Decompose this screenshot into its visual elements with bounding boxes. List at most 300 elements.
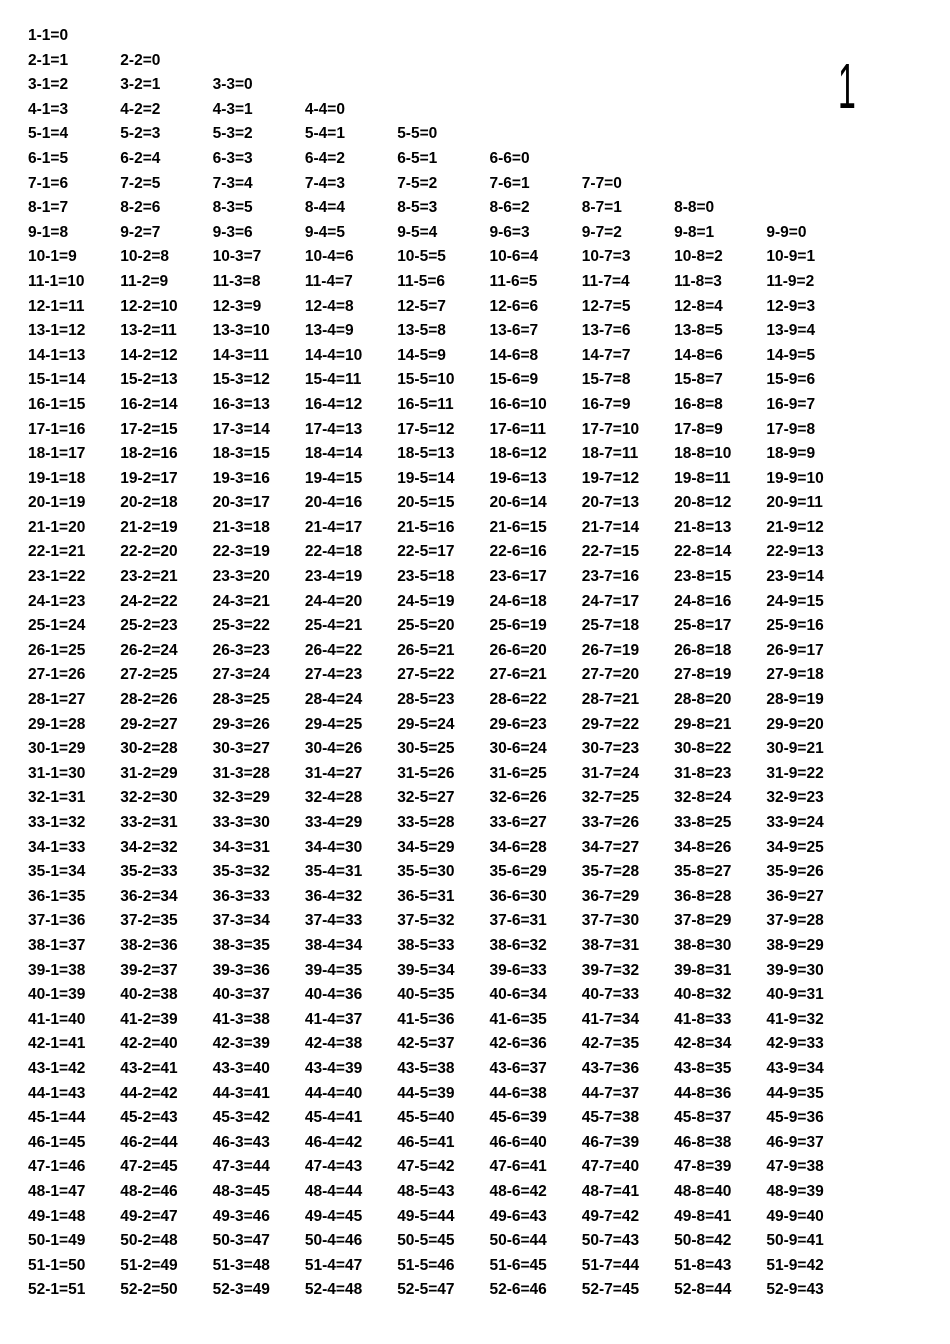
- equation-cell: 35-9=26: [766, 863, 824, 881]
- table-row: [28, 983, 859, 1008]
- equation-cell: 38-9=29: [766, 936, 824, 954]
- equation-cell: 6-3=3: [212, 149, 253, 167]
- equation-cell: 29-8=21: [674, 715, 732, 733]
- equation-cell: 19-4=15: [304, 469, 363, 487]
- table-row: [28, 172, 859, 197]
- equation-cell: 18-3=15: [212, 445, 270, 463]
- equation-cell: 22-4=18: [304, 543, 363, 561]
- equation-cell: 51-8=43: [674, 1256, 732, 1274]
- equation-cell: 25-4=21: [304, 617, 363, 635]
- equation-cell: 23-2=21: [120, 568, 178, 586]
- equation-cell: 46-4=42: [304, 1133, 363, 1151]
- table-row: [28, 663, 859, 688]
- equation-cell: 9-6=3: [489, 223, 530, 241]
- equation-cell: 31-8=23: [674, 764, 732, 782]
- equation-cell: 14-7=7: [581, 346, 631, 364]
- equation-cell: 38-2=36: [120, 936, 178, 954]
- equation-cell: 19-3=16: [212, 469, 270, 487]
- equation-cell: 17-3=14: [212, 420, 270, 438]
- equation-cell: 22-6=16: [489, 543, 547, 561]
- table-row: [28, 590, 859, 615]
- equation-cell: 45-8=37: [674, 1109, 732, 1127]
- equation-cell: 30-7=23: [581, 740, 640, 758]
- equation-cell: 29-3=26: [212, 715, 270, 733]
- equation-cell: 21-5=16: [397, 518, 455, 536]
- equation-cell: 16-3=13: [212, 395, 270, 413]
- equation-cell: 35-8=27: [674, 863, 732, 881]
- table-row: [28, 1131, 859, 1156]
- equation-cell: 13-9=4: [766, 322, 816, 340]
- equation-cell: 13-3=10: [212, 322, 270, 340]
- equation-cell: 15-7=8: [581, 371, 631, 389]
- equation-cell: 45-6=39: [489, 1109, 547, 1127]
- equation-cell: 11-8=3: [674, 272, 722, 290]
- equation-cell: 49-4=45: [304, 1207, 363, 1225]
- equation-cell: 16-7=9: [581, 395, 631, 413]
- equation-cell: 46-7=39: [581, 1133, 640, 1151]
- table-row: [28, 344, 859, 369]
- equation-cell: 41-9=32: [766, 1010, 824, 1028]
- equation-cell: 9-5=4: [397, 223, 438, 241]
- equation-cell: 10-1=9: [28, 248, 77, 266]
- equation-cell: 25-2=23: [120, 617, 178, 635]
- equation-cell: 6-4=2: [304, 149, 345, 167]
- equation-cell: 41-8=33: [674, 1010, 732, 1028]
- equation-cell: 11-4=7: [304, 272, 353, 290]
- equation-cell: 24-7=17: [581, 592, 640, 610]
- equation-cell: 43-6=37: [489, 1059, 547, 1077]
- equation-cell: 18-5=13: [397, 445, 455, 463]
- equation-cell: 43-8=35: [674, 1059, 732, 1077]
- equation-cell: 26-8=18: [674, 641, 732, 659]
- equation-cell: 33-9=24: [766, 814, 824, 831]
- equation-cell: 47-4=43: [304, 1158, 363, 1176]
- equation-cell: 17-5=12: [397, 420, 455, 438]
- equation-cell: 5-2=3: [120, 125, 161, 143]
- equation-cell: 13-1=12: [28, 322, 86, 340]
- table-row: [28, 1254, 859, 1279]
- equation-cell: 52-8=44: [674, 1281, 732, 1299]
- table-row: [28, 270, 859, 295]
- equation-cell: 31-7=24: [581, 764, 640, 782]
- equation-cell: 48-2=46: [120, 1182, 178, 1200]
- equation-cell: 26-2=24: [120, 641, 178, 659]
- equation-cell: 43-3=40: [212, 1059, 270, 1077]
- equation-cell: 22-7=15: [581, 543, 640, 561]
- equation-cell: 48-3=45: [212, 1182, 270, 1200]
- equation-cell: 35-1=34: [28, 863, 86, 881]
- equation-cell: 24-9=15: [766, 592, 824, 610]
- equation-cell: 7-1=6: [28, 174, 69, 192]
- equation-cell: 49-6=43: [489, 1207, 547, 1225]
- equation-cell: 15-4=11: [304, 371, 362, 389]
- equation-cell: 39-9=30: [766, 961, 824, 979]
- equation-cell: 47-9=38: [766, 1158, 824, 1176]
- equation-cell: 46-1=45: [28, 1133, 86, 1151]
- equation-cell: 30-3=27: [212, 740, 270, 758]
- equation-cell: 24-2=22: [120, 592, 178, 610]
- equation-cell: 32-5=27: [397, 789, 455, 807]
- equation-cell: 10-3=7: [212, 248, 262, 266]
- equation-cell: 42-5=37: [397, 1035, 455, 1053]
- equation-cell: 41-1=40: [28, 1010, 86, 1028]
- equation-cell: 24-5=19: [397, 592, 455, 610]
- table-row: [28, 49, 859, 74]
- equation-cell: 5-3=2: [212, 125, 253, 143]
- equation-cell: 33-3=30: [212, 814, 270, 831]
- equation-cell: 44-1=43: [28, 1084, 86, 1102]
- equation-cell: 12-6=6: [489, 297, 539, 315]
- equation-cell: 6-5=1: [397, 149, 438, 167]
- equation-cell: 26-4=22: [304, 641, 363, 659]
- equation-cell: 47-2=45: [120, 1158, 178, 1176]
- equation-cell: 37-1=36: [28, 912, 86, 930]
- equation-cell: 32-6=26: [489, 789, 547, 807]
- equation-cell: 52-2=50: [120, 1281, 178, 1299]
- equation-cell: 10-7=3: [581, 248, 631, 266]
- equation-cell: 15-5=10: [397, 371, 455, 389]
- equation-cell: 36-5=31: [397, 887, 455, 905]
- equation-cell: 49-7=42: [581, 1207, 640, 1225]
- equation-cell: 30-8=22: [674, 740, 732, 758]
- table-row: [28, 393, 859, 418]
- equation-cell: 20-7=13: [581, 494, 640, 512]
- table-row: [28, 491, 859, 516]
- equation-cell: 33-5=28: [397, 814, 455, 831]
- equation-cell: 40-9=31: [766, 986, 824, 1004]
- table-row: [28, 98, 859, 123]
- equation-cell: 48-5=43: [397, 1182, 455, 1200]
- equation-cell: 19-5=14: [397, 469, 455, 487]
- equation-cell: 12-1=11: [28, 297, 85, 315]
- equation-cell: 35-2=33: [120, 863, 178, 881]
- equation-cell: 22-1=21: [28, 543, 86, 561]
- equation-cell: 44-5=39: [397, 1084, 455, 1102]
- table-row: [28, 909, 859, 934]
- equation-cell: 45-5=40: [397, 1109, 455, 1127]
- equation-cell: 13-6=7: [489, 322, 539, 340]
- equation-cell: 46-9=37: [766, 1133, 824, 1151]
- table-row: [28, 24, 859, 49]
- equation-cell: 20-2=18: [120, 494, 178, 512]
- equation-cell: 26-9=17: [766, 641, 824, 659]
- equation-cell: 29-7=22: [581, 715, 640, 733]
- table-row: [28, 540, 859, 565]
- equation-cell: 21-3=18: [212, 518, 270, 536]
- equation-cell: 32-9=23: [766, 789, 824, 807]
- equation-cell: 37-4=33: [304, 912, 363, 930]
- equation-cell: 52-1=51: [28, 1281, 86, 1299]
- equation-cell: 25-1=24: [28, 617, 86, 635]
- table-row: [28, 737, 859, 762]
- equation-cell: 40-5=35: [397, 986, 455, 1004]
- equation-cell: 31-2=29: [120, 764, 178, 782]
- equation-cell: 24-8=16: [674, 592, 732, 610]
- equation-cell: 51-4=47: [304, 1256, 363, 1274]
- equation-cell: 14-9=5: [766, 346, 816, 364]
- equation-cell: 15-9=6: [766, 371, 816, 389]
- table-row: [28, 442, 859, 467]
- equation-cell: 43-9=34: [766, 1059, 824, 1077]
- equation-cell: 10-9=1: [766, 248, 816, 266]
- equation-cell: 32-8=24: [674, 789, 732, 807]
- table-row: [28, 934, 859, 959]
- table-row: [28, 122, 859, 147]
- equation-cell: 38-6=32: [489, 936, 547, 954]
- equation-cell: 38-5=33: [397, 936, 455, 954]
- equation-cell: 36-2=34: [120, 887, 178, 905]
- equation-cell: 30-1=29: [28, 740, 86, 758]
- equation-cell: 42-4=38: [304, 1035, 363, 1053]
- equation-cell: 13-4=9: [304, 322, 354, 340]
- equation-cell: 12-3=9: [212, 297, 262, 315]
- equation-cell: 14-3=11: [212, 346, 270, 364]
- equation-cell: 37-6=31: [489, 912, 547, 930]
- equation-cell: 50-3=47: [212, 1232, 270, 1250]
- equation-cell: 51-5=46: [397, 1256, 455, 1274]
- equation-cell: 17-6=11: [489, 420, 546, 438]
- equation-cell: 16-1=15: [28, 395, 86, 413]
- equation-cell: 29-4=25: [304, 715, 363, 733]
- equation-cell: 50-9=41: [766, 1232, 824, 1250]
- equation-cell: 16-8=8: [674, 395, 723, 413]
- equation-cell: 6-6=0: [489, 149, 530, 167]
- equation-cell: 12-5=7: [397, 297, 446, 315]
- equation-cell: 29-9=20: [766, 715, 824, 733]
- equation-cell: 18-4=14: [304, 445, 363, 463]
- equation-cell: 7-2=5: [120, 174, 161, 192]
- equation-cell: 22-5=17: [397, 543, 455, 561]
- equation-cell: 35-3=32: [212, 863, 270, 881]
- equation-cell: 37-3=34: [212, 912, 270, 930]
- equation-cell: 18-2=16: [120, 445, 178, 463]
- equation-cell: 28-6=22: [489, 691, 547, 709]
- equation-cell: 8-5=3: [397, 199, 438, 217]
- table-row: [28, 639, 859, 664]
- equation-cell: 4-4=0: [304, 100, 345, 118]
- equation-cell: 28-3=25: [212, 691, 270, 709]
- subtraction-table: [28, 24, 859, 1303]
- equation-cell: 12-7=5: [581, 297, 631, 315]
- equation-cell: 33-4=29: [304, 814, 363, 831]
- equation-cell: 45-9=36: [766, 1109, 824, 1127]
- equation-cell: 12-9=3: [766, 297, 816, 315]
- equation-cell: 41-3=38: [212, 1010, 270, 1028]
- table-row: [28, 516, 859, 541]
- equation-cell: 8-8=0: [674, 199, 715, 217]
- equation-cell: 34-2=32: [120, 838, 178, 856]
- equation-cell: 41-5=36: [397, 1010, 455, 1028]
- equation-cell: 26-6=20: [489, 641, 547, 659]
- equation-cell: 33-2=31: [120, 814, 178, 831]
- equation-cell: 22-2=20: [120, 543, 178, 561]
- equation-cell: 28-7=21: [581, 691, 640, 709]
- equation-cell: 15-2=13: [120, 371, 178, 389]
- equation-cell: 34-8=26: [674, 838, 732, 856]
- equation-cell: 12-4=8: [304, 297, 354, 315]
- table-row: [28, 1008, 859, 1033]
- equation-cell: 25-3=22: [212, 617, 270, 635]
- equation-cell: 18-6=12: [489, 445, 547, 463]
- equation-cell: 28-5=23: [397, 691, 455, 709]
- table-row: [28, 762, 859, 787]
- equation-cell: 50-2=48: [120, 1232, 178, 1250]
- equation-cell: 44-7=37: [581, 1084, 640, 1102]
- equation-cell: 9-3=6: [212, 223, 253, 241]
- equation-cell: 49-3=46: [212, 1207, 270, 1225]
- equation-cell: 23-4=19: [304, 568, 363, 586]
- equation-cell: 38-4=34: [304, 936, 363, 954]
- table-row: [28, 688, 859, 713]
- equation-cell: 45-4=41: [304, 1109, 363, 1127]
- equation-cell: 33-1=32: [28, 814, 86, 831]
- equation-cell: 21-7=14: [581, 518, 640, 536]
- equation-cell: 19-6=13: [489, 469, 547, 487]
- equation-cell: 8-2=6: [120, 199, 161, 217]
- equation-cell: 2-2=0: [120, 51, 161, 69]
- equation-cell: 40-7=33: [581, 986, 640, 1004]
- equation-cell: 15-8=7: [674, 371, 723, 389]
- table-row: [28, 1205, 859, 1230]
- equation-cell: 30-4=26: [304, 740, 363, 758]
- equation-cell: 36-6=30: [489, 887, 547, 905]
- equation-cell: 8-6=2: [489, 199, 530, 217]
- equation-cell: 25-5=20: [397, 617, 455, 635]
- equation-cell: 34-4=30: [304, 838, 363, 856]
- equation-cell: 17-8=9: [674, 420, 723, 438]
- equation-cell: 10-6=4: [489, 248, 539, 266]
- table-row: [28, 811, 859, 836]
- equation-cell: 23-6=17: [489, 568, 547, 586]
- equation-cell: 26-5=21: [397, 641, 455, 659]
- equation-cell: 20-8=12: [674, 494, 732, 512]
- equation-cell: 52-6=46: [489, 1281, 547, 1299]
- equation-cell: 32-1=31: [28, 789, 86, 807]
- equation-cell: 49-5=44: [397, 1207, 455, 1225]
- equation-cell: 42-8=34: [674, 1035, 732, 1053]
- equation-cell: 36-7=29: [581, 887, 640, 905]
- equation-cell: 28-1=27: [28, 691, 86, 709]
- equation-cell: 25-7=18: [581, 617, 640, 635]
- equation-cell: 5-4=1: [304, 125, 345, 143]
- equation-cell: 48-6=42: [489, 1182, 547, 1200]
- equation-cell: 34-6=28: [489, 838, 547, 856]
- equation-cell: 20-9=11: [766, 494, 823, 512]
- equation-cell: 48-7=41: [581, 1182, 640, 1200]
- equation-cell: 43-7=36: [581, 1059, 640, 1077]
- table-row: [28, 147, 859, 172]
- table-row: [28, 1180, 859, 1205]
- equation-cell: 5-5=0: [397, 125, 438, 143]
- equation-cell: 24-3=21: [212, 592, 270, 610]
- equation-cell: 28-4=24: [304, 691, 363, 709]
- equation-cell: 35-7=28: [581, 863, 640, 881]
- equation-cell: 5-1=4: [28, 125, 69, 143]
- equation-cell: 51-3=48: [212, 1256, 270, 1274]
- equation-cell: 43-5=38: [397, 1059, 455, 1077]
- equation-cell: 17-4=13: [304, 420, 363, 438]
- equation-cell: 39-6=33: [489, 961, 547, 979]
- equation-cell: 42-6=36: [489, 1035, 547, 1053]
- equation-cell: 7-6=1: [489, 174, 530, 192]
- equation-cell: 28-8=20: [674, 691, 732, 709]
- equation-cell: 41-6=35: [489, 1010, 547, 1028]
- equation-cell: 34-7=27: [581, 838, 640, 856]
- equation-cell: 21-6=15: [489, 518, 547, 536]
- table-row: [28, 1155, 859, 1180]
- equation-cell: 50-4=46: [304, 1232, 363, 1250]
- equation-cell: 37-9=28: [766, 912, 824, 930]
- equation-cell: 27-4=23: [304, 666, 363, 684]
- equation-cell: 20-3=17: [212, 494, 270, 512]
- equation-cell: 23-8=15: [674, 568, 732, 586]
- equation-cell: 8-1=7: [28, 199, 69, 217]
- equation-cell: 39-5=34: [397, 961, 455, 979]
- table-row: [28, 221, 859, 246]
- equation-cell: 38-1=37: [28, 936, 86, 954]
- equation-cell: 15-6=9: [489, 371, 539, 389]
- equation-cell: 11-1=10: [28, 272, 85, 290]
- table-row: [28, 319, 859, 344]
- equation-cell: 47-6=41: [489, 1158, 547, 1176]
- equation-cell: 19-7=12: [581, 469, 640, 487]
- equation-cell: 51-7=44: [581, 1256, 640, 1274]
- equation-cell: 25-9=16: [766, 617, 824, 635]
- equation-cell: 14-2=12: [120, 346, 178, 364]
- equation-cell: 31-1=30: [28, 764, 86, 782]
- equation-cell: 42-7=35: [581, 1035, 640, 1053]
- equation-cell: 18-7=11: [581, 445, 639, 463]
- page-number: 1: [838, 50, 856, 122]
- equation-cell: 4-2=2: [120, 100, 161, 118]
- equation-cell: 20-4=16: [304, 494, 363, 512]
- equation-cell: 10-4=6: [304, 248, 354, 266]
- equation-cell: 13-2=11: [120, 322, 177, 340]
- equation-cell: 29-2=27: [120, 715, 178, 733]
- equation-cell: 40-8=32: [674, 986, 732, 1004]
- equation-cell: 20-1=19: [28, 494, 86, 512]
- equation-cell: 4-1=3: [28, 100, 69, 118]
- equation-cell: 41-4=37: [304, 1010, 363, 1028]
- equation-cell: 39-1=38: [28, 961, 86, 979]
- equation-cell: 35-5=30: [397, 863, 455, 881]
- equation-cell: 13-7=6: [581, 322, 631, 340]
- equation-cell: 3-3=0: [212, 76, 253, 94]
- table-row: [28, 713, 859, 738]
- equation-cell: 43-2=41: [120, 1059, 178, 1077]
- equation-cell: 35-4=31: [304, 863, 363, 881]
- equation-cell: 14-5=9: [397, 346, 446, 364]
- equation-cell: 49-2=47: [120, 1207, 178, 1225]
- equation-cell: 50-8=42: [674, 1232, 732, 1250]
- equation-cell: 19-2=17: [120, 469, 178, 487]
- equation-cell: 37-2=35: [120, 912, 178, 930]
- equation-cell: 47-7=40: [581, 1158, 640, 1176]
- equation-cell: 34-9=25: [766, 838, 824, 856]
- equation-cell: 39-7=32: [581, 961, 640, 979]
- equation-cell: 44-3=41: [212, 1084, 270, 1102]
- equation-cell: 27-1=26: [28, 666, 86, 684]
- equation-cell: 14-8=6: [674, 346, 723, 364]
- equation-cell: 35-6=29: [489, 863, 547, 881]
- table-row: [28, 565, 859, 590]
- equation-cell: 6-2=4: [120, 149, 161, 167]
- table-row: [28, 1278, 859, 1303]
- equation-cell: 47-3=44: [212, 1158, 270, 1176]
- equation-cell: 29-1=28: [28, 715, 86, 733]
- equation-cell: 16-6=10: [489, 395, 547, 413]
- table-row: [28, 836, 859, 861]
